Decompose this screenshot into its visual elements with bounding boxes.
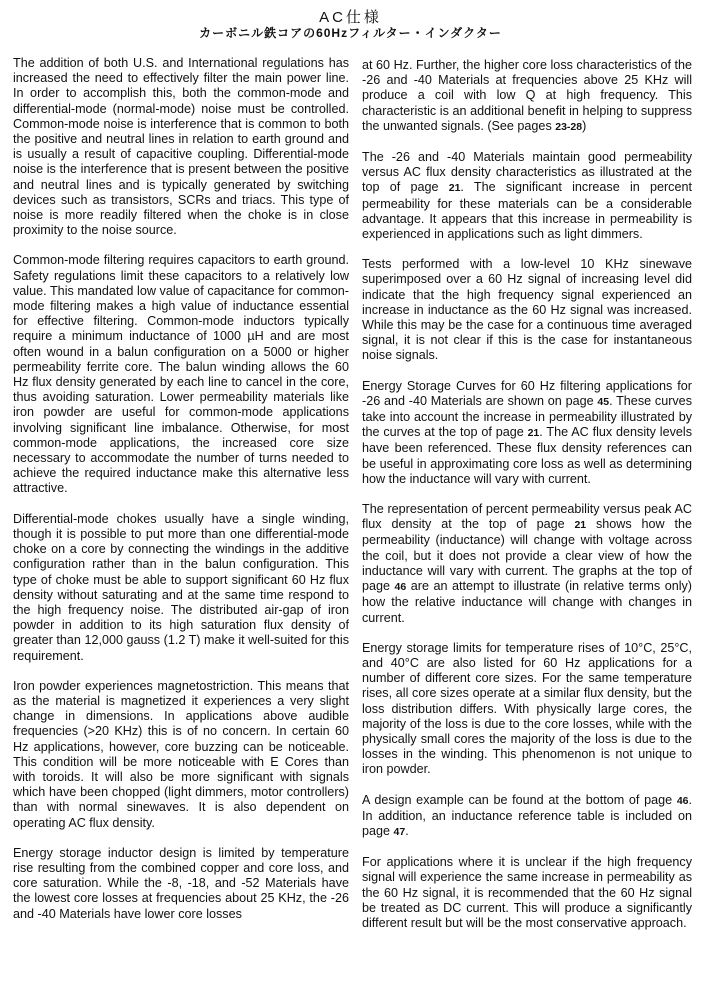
text-run: The representation of percent permeability versus peak AC flux density at the top of page [362,502,692,532]
text-run: The -26 and -40 Materials maintain good permeability versus AC flux density characteristics as illustrated at the top of page [362,150,692,195]
paragraph [13,679,349,831]
text-run: For applications where it is unclear if the high frequency signal will experience the same increase in permeability as the 60 Hz signal, it is recommended that the 60 Hz signal be treated as DC current. This will produce a significantly different result but will be the most conservative approach. [362,855,692,930]
text-run: . The significant increase in percent permeability for these materials can be a considerable advantage. It appears that this increase in permeability is experienced in applications such as light dimmers. [362,180,692,242]
text-run: are an attempt to illustrate (in relative terms only) how the relative inductance will change with changes in current. [362,579,692,625]
text-run: The addition of both U.S. and International regulations has increased the need to effectively filter the main power line. In order to accomplish this, both the common-mode and differential-mode (normal-mode) noise must be controlled. Common-mode noise is interference that is common to both the positive and neutral lines in relation to earth ground and is usually a result of capacitive coupling. Differential-mode noise is the interference that is present between the positive and neutral lines and is typically generated by switching devices such as transistors, SCRs and triacs. This type of noise is more readily filtered when the choke is in close proximity to the noise source. [13,56,349,238]
page-reference: 21 [448,182,461,195]
paragraph [362,855,692,931]
paragraph [362,58,692,135]
page-subtitle: カーボニル鉄コアの60Hzフィルター・インダクター [199,26,502,40]
paragraph [13,56,349,238]
text-run: . The AC flux density levels have been referenced. These flux density references can be useful in approximating core loss as well as determining how the inductance will vary with current. [362,425,692,486]
text-run: Differential-mode chokes usually have a single winding, though it is possible to put more than one differential-mode choke on a core by connecting the windings in the additive configuration rather than in the balun configuration. This type of choke must be able to support significant 60 Hz flux density without saturating and at the same time respond to the high frequency noise. The distributed air-gap of iron powder in addition to its high saturation flux density of greater than 12,000 gauss (1.2 T) make it well-suited for this requirement. [13,511,349,663]
text-run: Energy Storage Curves for 60 Hz filtering applications for -26 and -40 Materials are shown on page [362,378,692,408]
paragraph [362,379,692,487]
text-run: A design example can be found at the bottom of page [362,792,677,807]
paragraph [13,253,349,496]
text-run: . [405,823,409,838]
text-run: shows how the permeability (inductance) will change with voltage across the coil, but it does not provide a clear view of how the inductance will vary with current. The graphs at the top of page [362,517,693,594]
text-run: at 60 Hz. Further, the higher core loss characteristics of the -26 and -40 Materials at frequencies above 25 KHz will produce a coil with low Q at high frequency. This characteristic is an additional benefit in helping to suppress the unwanted signals. (See pages [362,58,692,133]
page-reference: 47 [393,825,406,838]
paragraph [362,502,692,626]
paragraph [13,846,349,922]
text-run: Energy storage limits for temperature rises of 10°C, 25°C, and 40°C are also listed for 60 Hz applications for a number of different core sizes. For the same temperature rises, all core sizes operate at a similar flux density, but the loss distribution differs. With physically large cores, the majority of the loss is due to the core losses, while with the physically small cores the majority of the loss is due to the losses in the winding. This phenomenon is not unique to iron powder. [362,640,692,777]
text-run: . In addition, an inductance reference table is included on page [362,792,692,838]
text-run: Common-mode filtering requires capacitors to earth ground. Safety regulations limit these capacitors to a relatively low value. This mandated low value of capacitance for common-mode filtering makes a high value of inductance essential for effective filtering. Common-mode inductors typically require a minimum inductance of 1000 µH and are most often wound in a balun configuration on a 5000 or higher permeability ferrite core. The balun winding allows the 60 Hz flux density generated by each line to cancel in the core, thus avoiding saturation. Lower permeability materials like iron powder are useful for common-mode applications involving significant line imbalance. Otherwise, for most common-mode applications, the increased core size necessary to accommodate the number of turns needed to achieve the required inductance make this alternative less attractive. [13,253,349,496]
paragraph [13,512,349,664]
paragraph [362,257,692,363]
page-reference: 21 [527,427,540,440]
page-reference: 21 [574,519,587,532]
page-title: AC仕様 [319,9,382,26]
left-column [13,56,349,937]
text-run: ) [582,118,587,133]
page-reference: 23-28 [555,120,583,133]
paragraph [362,793,692,841]
page-reference: 46 [676,794,689,807]
text-run: Energy storage inductor design is limited by temperature rise resulting from the combined copper and core loss, and core saturation. While the -8, -18, and -52 Materials have the lowest core losses at frequencies about 25 KHz, the -26 and -40 Materials have lower core losses [13,845,349,921]
text-run: Iron powder experiences magnetostriction. This means that as the material is magnetized it experiences a very slight change in dimensions. In applications above audible frequencies (>20 KHz) this is of no concern. In certain 60 Hz applications, however, core buzzing can be noticeable. This condition will be more noticeable with E Cores than with toroids. It will also be more significant with signals which have been chopped (light dimmers, motor controllers) than with normal sinewaves. It is also dependent on operating AC flux density. [13,678,349,830]
text-run: Tests performed with a low-level 10 KHz sinewave superimposed over a 60 Hz signal of increasing level did indicate that the high frequency signal experienced an increase in inductance as the 60 Hz signal was increased. While this may be the case for a continuous time averaged signal, it is not clear if this is the case for instantaneous noise signals. [362,257,692,363]
right-column [362,58,692,946]
paragraph [362,150,692,242]
paragraph [362,641,692,778]
page-reference: 46 [394,581,407,594]
page-reference: 45 [597,395,610,408]
text-run: . These curves take into account the increase in permeability illustrated by the curves at the top of page [362,393,692,440]
